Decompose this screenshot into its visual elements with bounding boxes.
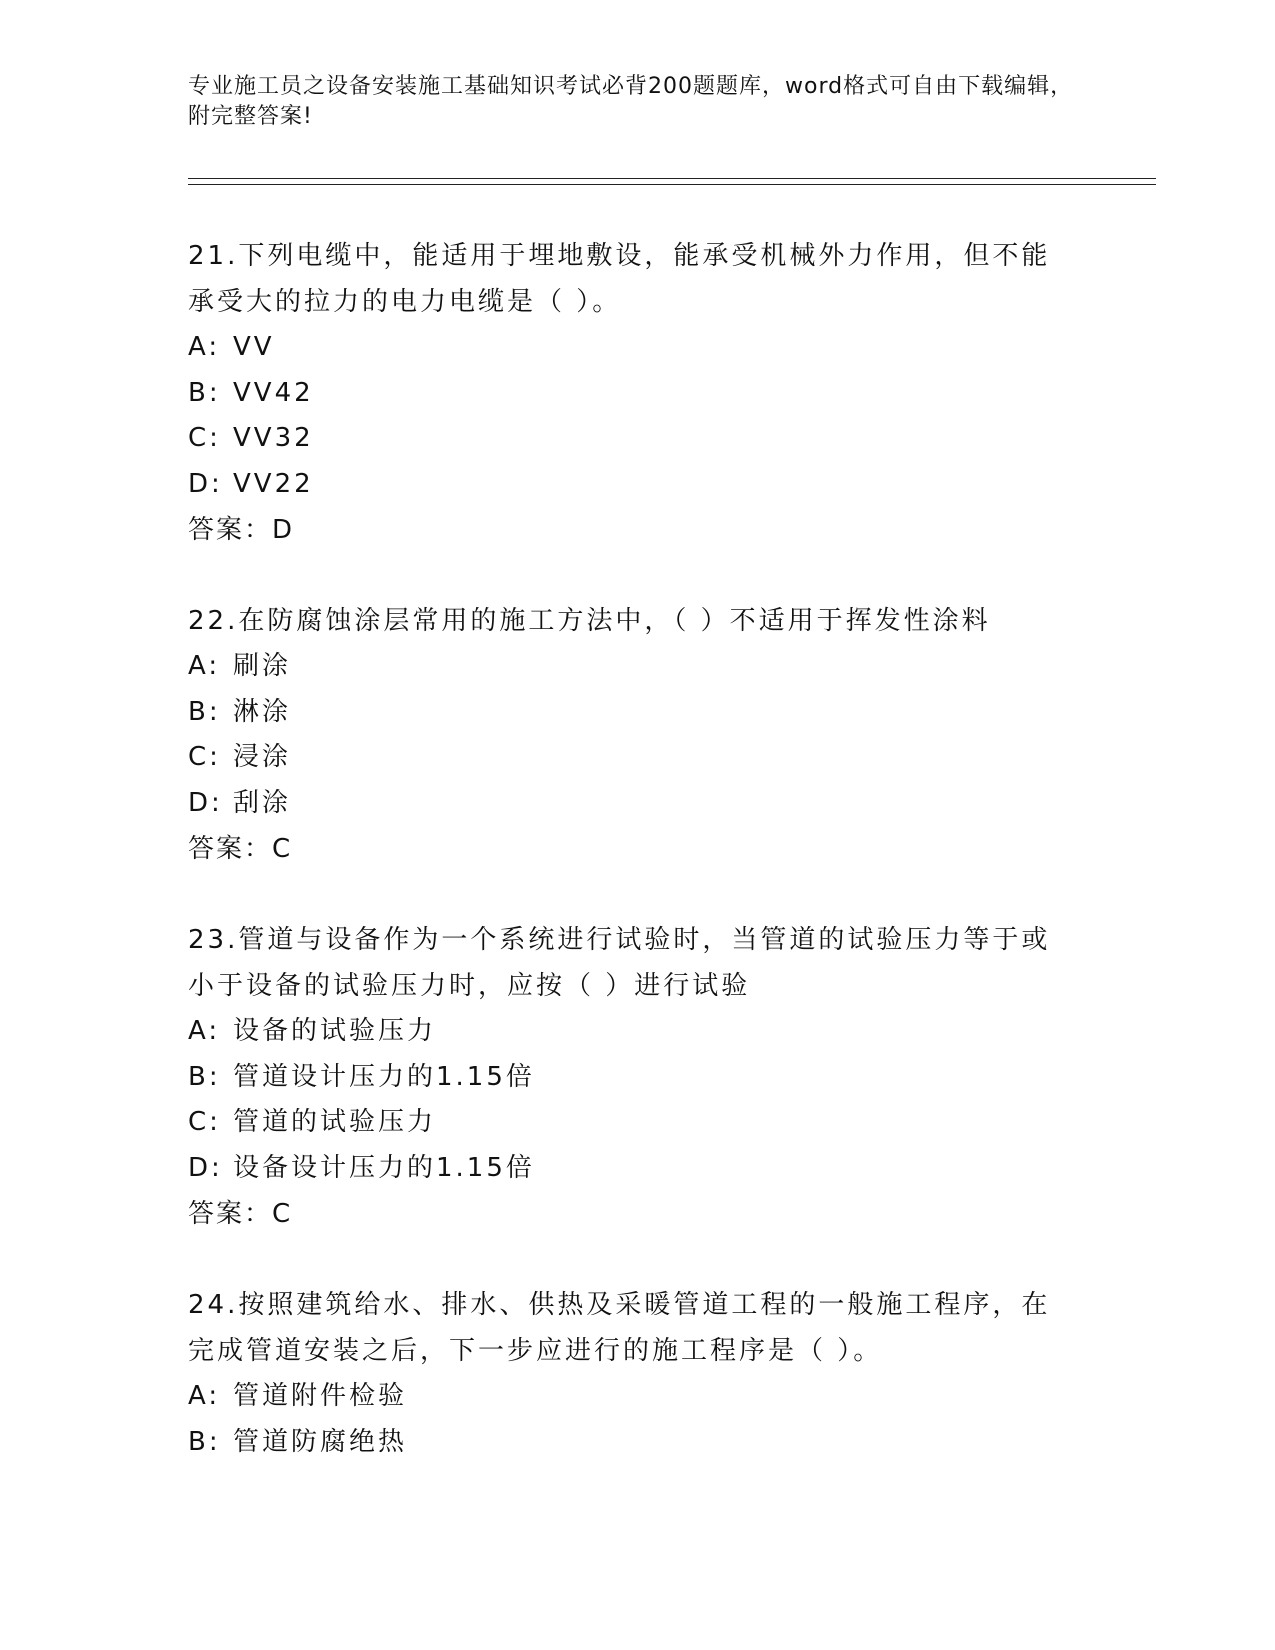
question-22 bbox=[188, 598, 1078, 872]
option-key: C: bbox=[188, 1107, 221, 1137]
option-b bbox=[188, 1420, 1078, 1466]
option-text: 刷涂 bbox=[233, 651, 292, 681]
option-text: 刮涂 bbox=[233, 787, 292, 818]
option-key: D: bbox=[188, 468, 223, 499]
option-key: B: bbox=[188, 696, 221, 727]
answer-line: 答案：C bbox=[188, 1199, 293, 1229]
option-key: C: bbox=[188, 742, 221, 772]
option-text: 浸涂 bbox=[233, 742, 292, 772]
option-a bbox=[188, 1009, 1078, 1055]
option-key: A: bbox=[188, 1381, 221, 1411]
header-double-rule bbox=[188, 178, 1156, 185]
option-text: VV bbox=[233, 332, 275, 362]
option-key: B: bbox=[188, 377, 221, 408]
option-a bbox=[188, 644, 1078, 690]
option-key: D: bbox=[188, 787, 223, 818]
answer-line: 答案：D bbox=[188, 515, 295, 545]
option-b bbox=[188, 1055, 1078, 1101]
option-key: B: bbox=[188, 1061, 221, 1092]
option-c bbox=[188, 416, 1078, 462]
option-text: 管道设计压力的1.15倍 bbox=[233, 1061, 535, 1092]
option-text: VV32 bbox=[233, 423, 314, 453]
option-c bbox=[188, 735, 1078, 781]
option-key: D: bbox=[188, 1152, 223, 1183]
option-text: 管道防腐绝热 bbox=[233, 1426, 408, 1457]
question-stem: 21.下列电缆中，能适用于埋地敷设，能承受机械外力作用，但不能承受大的拉力的电力电缆是（ ）。 bbox=[188, 241, 1051, 317]
option-text: 淋涂 bbox=[233, 696, 292, 727]
option-key: A: bbox=[188, 332, 221, 362]
answer-line: 答案：C bbox=[188, 834, 293, 864]
option-b bbox=[188, 690, 1078, 736]
question-stem: 23.管道与设备作为一个系统进行试验时，当管道的试验压力等于或小于设备的试验压力时，应按（ ）进行试验 bbox=[188, 925, 1051, 1001]
document-header: 专业施工员之设备安装施工基础知识考试必背200题题库，word格式可自由下载编辑，附完整答案! bbox=[188, 74, 1074, 129]
option-key: A: bbox=[188, 651, 221, 681]
option-text: 设备设计压力的1.15倍 bbox=[233, 1152, 535, 1183]
option-key: B: bbox=[188, 1426, 221, 1457]
option-b bbox=[188, 371, 1078, 417]
question-23 bbox=[188, 917, 1078, 1237]
question-stem: 24.按照建筑给水、排水、供热及采暖管道工程的一般施工程序，在完成管道安装之后，下一步应进行的施工程序是（ ）。 bbox=[188, 1290, 1051, 1366]
option-text: VV22 bbox=[233, 468, 314, 499]
option-text: 管道附件检验 bbox=[233, 1381, 408, 1411]
question-24 bbox=[188, 1282, 1078, 1465]
option-a bbox=[188, 1374, 1078, 1420]
question-21 bbox=[188, 233, 1078, 553]
option-a bbox=[188, 325, 1078, 371]
option-d bbox=[188, 462, 1078, 508]
question-stem: 22.在防腐蚀涂层常用的施工方法中，（ ）不适用于挥发性涂料 bbox=[188, 606, 991, 636]
option-key: A: bbox=[188, 1016, 221, 1046]
question-list bbox=[188, 233, 1078, 1510]
option-key: C: bbox=[188, 423, 221, 453]
option-text: 管道的试验压力 bbox=[233, 1107, 437, 1137]
option-d bbox=[188, 1146, 1078, 1192]
option-text: 设备的试验压力 bbox=[233, 1016, 437, 1046]
option-d bbox=[188, 781, 1078, 827]
option-text: VV42 bbox=[233, 377, 314, 408]
option-c bbox=[188, 1100, 1078, 1146]
